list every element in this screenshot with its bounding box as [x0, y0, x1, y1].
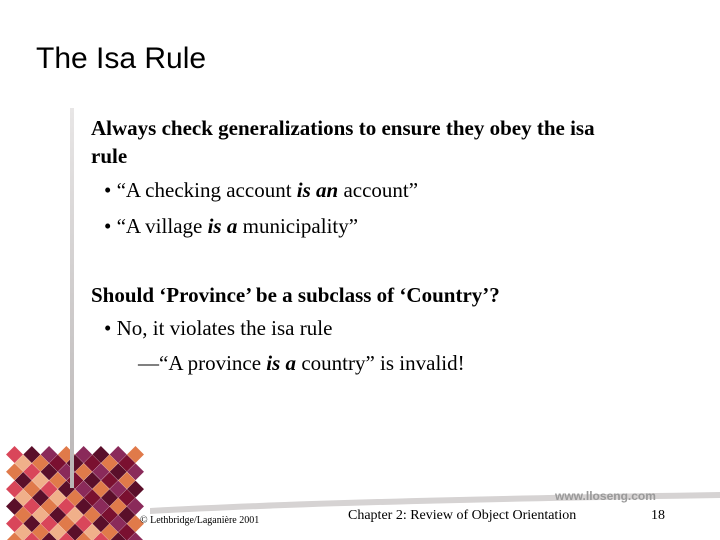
point-2-detail-emphasis: is a [266, 351, 297, 375]
point-1-line-b: rule [91, 144, 128, 168]
vertical-divider [70, 108, 74, 488]
example-1 [104, 178, 418, 203]
bullet-icon: • [104, 316, 112, 340]
footer-url: www.lloseng.com [555, 489, 656, 503]
example-2-emphasis: is a [207, 214, 238, 238]
point-1-line-a: Always check generalizations to ensure they obey the isa [91, 116, 595, 140]
point-2-detail-post: country” is invalid! [296, 351, 465, 375]
example-1-post: account” [338, 178, 419, 202]
mosaic-decoration [0, 420, 150, 540]
point-2-question: Should ‘Province’ be a subclass of ‘Country’? [91, 283, 500, 307]
footer-copyright: © Lethbridge/Laganière 2001 [140, 515, 260, 526]
point-2-answer [104, 316, 332, 341]
footer-chapter: Chapter 2: Review of Object Orientation [348, 508, 577, 523]
slide-title: The Isa Rule [36, 42, 207, 75]
example-1-pre: “A checking account [116, 178, 297, 202]
bullet-icon: • [104, 214, 112, 238]
bullet-icon: • [104, 178, 112, 202]
dash-marker: — [138, 351, 159, 375]
example-2 [104, 214, 358, 239]
footer-page-number: 18 [651, 508, 665, 523]
example-1-emphasis: is an [296, 178, 339, 202]
example-2-pre: “A village [116, 214, 208, 238]
point-2-detail-pre: “A province [159, 351, 267, 375]
point-2-answer-text: No, it violates the isa rule [116, 316, 333, 340]
point-2-detail [138, 351, 465, 376]
example-2-post: municipality” [237, 214, 359, 238]
